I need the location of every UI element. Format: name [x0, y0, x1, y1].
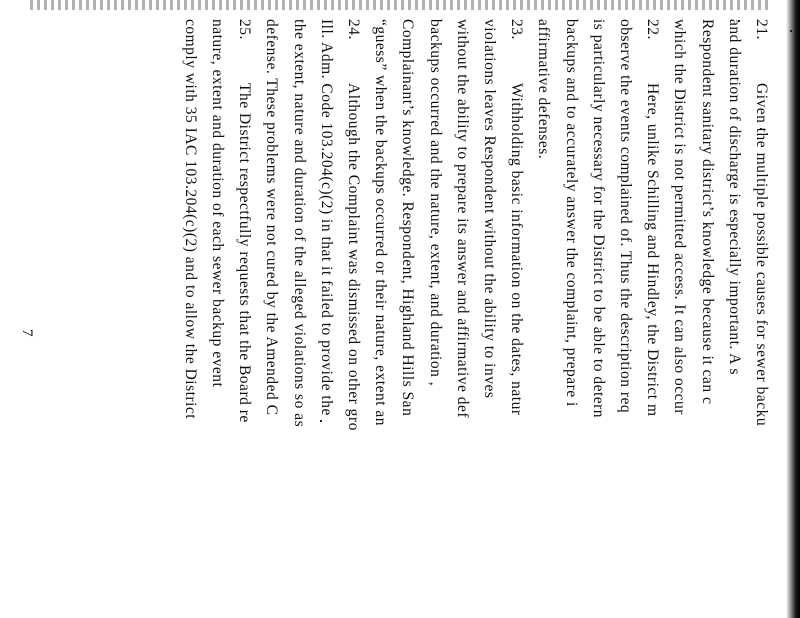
line-text: affirmative defenses. [535, 19, 553, 160]
text-line [262, 19, 280, 416]
text-line [698, 19, 716, 404]
page-number: 7 [19, 329, 35, 337]
paragraph-number: 23. [508, 19, 526, 40]
line-text: Given the multiple possible causes for sewer backu [753, 83, 770, 427]
line-text: observe the events complained of. Thus the description req [617, 19, 634, 414]
rotated-text-block [10, 9, 790, 609]
text-line [398, 19, 416, 416]
line-text: is particularly necessary for the District to be able to detern [589, 19, 607, 419]
line-text: Complainant’s knowledge. Respondent, Highland Hills San [399, 19, 417, 417]
line-text: “guess” when the backups occurred or their nature, extent an [372, 19, 390, 427]
line-text: Although the Complaint was dismissed on other gro [345, 83, 362, 431]
paragraph-number: 24. [345, 19, 362, 40]
line-text: backups occurred and the nature, extent, and duration , [426, 19, 444, 387]
text-line [480, 19, 498, 398]
text-line [426, 19, 444, 386]
line-text: without the ability to prepare its answer and affirmative def [453, 19, 471, 419]
text-line [589, 19, 607, 418]
paragraph-number: 21. [753, 19, 770, 40]
text-line [453, 19, 471, 418]
text-line [181, 19, 199, 419]
line-text: Respondent sanitary district’s knowledge because it can c [698, 19, 716, 405]
text-line [752, 19, 770, 426]
paragraph-number: 22. [644, 19, 662, 40]
line-text: comply with 35 IAC 103.204(c)(2) and to allow the District [181, 19, 199, 420]
line-text: violations leaves Respondent without the ability to inves [481, 19, 498, 399]
paragraph-number: 25. [236, 19, 254, 40]
line-text: Here, unlike Schilling and Hindley, the District m [644, 83, 662, 417]
text-line [670, 19, 688, 415]
line-text: nature, extent and duration of each sewer backup event [209, 19, 226, 388]
text-line [235, 19, 253, 423]
text-line [344, 19, 362, 431]
line-text: The District respectfully requests that the Board re [236, 83, 254, 423]
line-text: Withholding basic information on the dates, natur [508, 83, 526, 416]
text-line [507, 19, 525, 416]
text-line [643, 19, 661, 417]
text-line [208, 19, 226, 387]
text-line [290, 19, 308, 427]
line-text: defense. These problems were not cured by the Amended C [263, 19, 281, 416]
line-text: backups and to accurately answer the complaint, prepare i [562, 19, 580, 407]
text-line [725, 19, 743, 375]
text-line [534, 19, 552, 159]
line-text: the extent, nature and duration of the alleged violations so as [290, 19, 308, 428]
line-text: and duration of discharge is especially important. A s [725, 19, 743, 376]
text-line [371, 19, 389, 426]
text-line [616, 19, 634, 413]
text-line [562, 19, 580, 407]
scan-speck [790, 30, 792, 32]
text-line [317, 19, 335, 416]
line-text: which the District is not permitted access. It can also occur [671, 19, 689, 415]
line-text: Ill. Adm. Code 103.204(c)(2) in that it failed to provide the [317, 19, 335, 416]
